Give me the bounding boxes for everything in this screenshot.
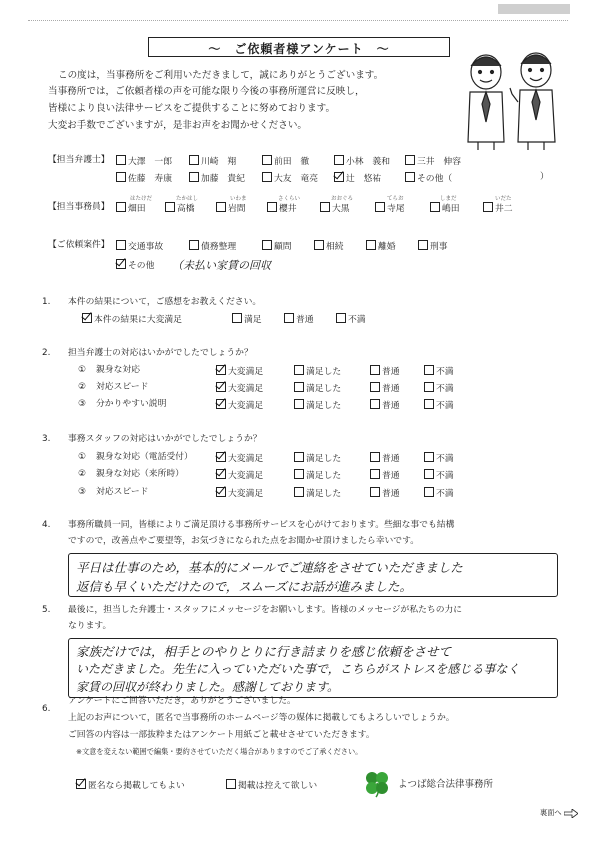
q3-row-1-unsatisfied[interactable] <box>424 452 454 465</box>
lawyer-option-kato[interactable] <box>189 172 245 185</box>
q2-checkbox-checked[interactable] <box>216 365 226 375</box>
q3-checkbox[interactable] <box>424 452 434 462</box>
case-option-traffic[interactable] <box>116 240 163 253</box>
intro-line-2: 当事務所では，ご依頼者様の声を可能な限り今後の事務所運営に反映し， <box>48 86 365 97</box>
staff-name: 大黒 <box>332 204 350 214</box>
case-name: その他 <box>128 261 155 271</box>
lawyer-option-other[interactable] <box>405 172 452 185</box>
q1-option-unsatisfied[interactable] <box>336 313 366 326</box>
q6-checkbox[interactable] <box>226 779 236 789</box>
q1-option-normal[interactable] <box>284 313 314 326</box>
staff-option-shimada[interactable] <box>430 202 460 215</box>
scale-label: 不満 <box>436 401 454 411</box>
lawyer-option-tsuji[interactable] <box>334 172 381 185</box>
q3-checkbox[interactable] <box>294 469 304 479</box>
lawyer-checkbox[interactable] <box>189 155 199 165</box>
case-name: 顧問 <box>274 242 292 252</box>
q1-option-label: 不満 <box>348 315 366 325</box>
q2-checkbox[interactable] <box>370 382 380 392</box>
q3-row-2-unsatisfied[interactable] <box>424 469 454 482</box>
staff-name: 嶋田 <box>442 204 460 214</box>
lawyer-figure-right <box>510 53 555 150</box>
lawyer-option-kobayashi[interactable] <box>334 155 390 168</box>
arrow-right-icon <box>564 809 578 818</box>
scale-label: 普通 <box>382 471 400 481</box>
staff-checkbox[interactable] <box>165 202 175 212</box>
q2-row-1-very-satisfied[interactable] <box>216 365 263 378</box>
q1-option-very-satisfied[interactable] <box>82 313 182 326</box>
top-divider <box>28 20 568 21</box>
q1-checkbox-checked[interactable] <box>82 313 92 323</box>
back-page-label: 裏面へ <box>540 808 562 817</box>
lawyer-option-kawasaki[interactable] <box>189 155 236 168</box>
case-checkbox[interactable] <box>314 240 324 250</box>
q3-row-2-very-satisfied[interactable] <box>216 469 263 482</box>
lawyer-option-mitsui[interactable] <box>405 155 461 168</box>
case-name: 相続 <box>326 242 344 252</box>
scale-label: 満足した <box>306 454 342 464</box>
case-name: 刑事 <box>430 242 448 252</box>
staff-checkbox[interactable] <box>430 202 440 212</box>
scale-label: 大変満足 <box>228 471 264 481</box>
lawyer-name: 川崎 翔 <box>201 157 237 167</box>
q1-checkbox[interactable] <box>336 313 346 323</box>
staff-furigana: はたけだ <box>130 196 153 202</box>
q3-checkbox[interactable] <box>424 469 434 479</box>
q3-checkbox[interactable] <box>424 487 434 497</box>
staff-checkbox[interactable] <box>483 202 493 212</box>
case-checkbox-checked[interactable] <box>116 259 126 269</box>
staff-furigana: てらお <box>387 196 404 202</box>
staff-furigana: たかはし <box>176 196 199 202</box>
title-box <box>148 37 450 57</box>
q2-row-3-unsatisfied[interactable] <box>424 399 454 412</box>
firm-name: よつば総合法律事務所 <box>398 779 494 790</box>
scale-label: 不満 <box>436 384 454 394</box>
staff-label: 【担当事務員】 <box>48 202 110 212</box>
staff-checkbox[interactable] <box>116 202 126 212</box>
scale-label: 普通 <box>382 401 400 411</box>
q3-checkbox[interactable] <box>370 452 380 462</box>
lawyer-option-maeda[interactable] <box>262 155 309 168</box>
q1-option-satisfied[interactable] <box>232 313 262 326</box>
scale-label: 大変満足 <box>228 367 264 377</box>
q2-checkbox[interactable] <box>294 365 304 375</box>
q2-checkbox[interactable] <box>294 382 304 392</box>
q5-number: 5. <box>42 605 51 615</box>
intro-line-4: 大変お手数でございますが，是非お声をお聞かせください。 <box>48 120 308 131</box>
q3-number: 3. <box>42 434 51 444</box>
lawyer-checkbox[interactable] <box>116 172 126 182</box>
q3-checkbox[interactable] <box>294 452 304 462</box>
lawyer-option-osawa[interactable] <box>116 155 172 168</box>
q3-row-2-satisfied[interactable] <box>294 469 341 482</box>
lawyer-checkbox[interactable] <box>189 172 199 182</box>
q2-checkbox[interactable] <box>370 399 380 409</box>
q3-checkbox[interactable] <box>294 487 304 497</box>
q6-option-allow-anonymous[interactable] <box>76 779 185 792</box>
case-option-inheritance[interactable] <box>314 240 344 253</box>
lawyer-name: 前田 徹 <box>274 157 310 167</box>
staff-furigana: さくらい <box>278 196 301 202</box>
lawyer-figure-left <box>468 55 504 150</box>
q3-checkbox[interactable] <box>370 487 380 497</box>
scale-label: 大変満足 <box>228 401 264 411</box>
q2-number: 2. <box>42 348 51 358</box>
scale-label: 不満 <box>436 367 454 377</box>
lawyer-checkbox[interactable] <box>405 172 415 182</box>
q3-row-2-label: 親身な対応（来所時） <box>96 469 184 479</box>
q1-option-label: 本件の結果に大変満足 <box>94 315 182 325</box>
redacted-id <box>498 4 570 14</box>
staff-option-takahashi[interactable] <box>165 202 195 215</box>
q4-answer-line-1: 平日は仕事のため，基本的にメールでご連絡をさせていただきました <box>76 560 463 575</box>
clover-logo-icon <box>362 768 392 798</box>
q3-row-2-mark: ② <box>78 469 86 479</box>
q1-checkbox[interactable] <box>232 313 242 323</box>
scale-label: 満足した <box>306 367 342 377</box>
q3-row-3-unsatisfied[interactable] <box>424 487 454 500</box>
page-title: 〜 ご依頼者様アンケート 〜 <box>208 42 390 56</box>
case-option-advisory[interactable] <box>262 240 292 253</box>
staff-furigana: いだた <box>495 196 512 202</box>
q1-option-label: 普通 <box>296 315 314 325</box>
scale-label: 大変満足 <box>228 489 264 499</box>
cases-label: 【ご依頼案件】 <box>48 240 110 250</box>
staff-checkbox[interactable] <box>216 202 226 212</box>
q6-text-line-3: ご回答の内容は一部抜粋またはアンケート用紙ごと載せさせていただきます。 <box>68 730 375 740</box>
lawyer-name: 三井 伸容 <box>417 157 461 167</box>
q3-row-3-label: 対応スピード <box>96 487 149 497</box>
lawyer-name: 小林 義和 <box>346 157 390 167</box>
lawyer-name: 大澤 一郎 <box>128 157 172 167</box>
q2-checkbox[interactable] <box>424 399 434 409</box>
scale-label: 不満 <box>436 471 454 481</box>
staff-name: 櫻井 <box>279 204 297 214</box>
case-checkbox[interactable] <box>262 240 272 250</box>
case-checkbox[interactable] <box>189 240 199 250</box>
q2-row-1-satisfied[interactable] <box>294 365 341 378</box>
q6-checkbox-checked[interactable] <box>76 779 86 789</box>
q2-checkbox[interactable] <box>370 365 380 375</box>
lawyer-option-otomo[interactable] <box>262 172 318 185</box>
q2-row-2-normal[interactable] <box>370 382 400 395</box>
lawyer-name: その他（ <box>417 174 453 184</box>
staff-name: 井二 <box>495 204 513 214</box>
q2-row-1-unsatisfied[interactable] <box>424 365 454 378</box>
q3-row-1-label: 親身な対応（電話受付） <box>96 452 193 462</box>
case-checkbox[interactable] <box>116 240 126 250</box>
lawyer-name: 大友 竜亮 <box>274 174 318 184</box>
q3-row-3-normal[interactable] <box>370 487 400 500</box>
staff-furigana: いわま <box>230 196 247 202</box>
lawyer-illustration <box>458 42 568 152</box>
q2-row-3-label: 分かりやすい説明 <box>96 399 167 409</box>
q2-row-1-normal[interactable] <box>370 365 400 378</box>
q2-row-2-mark: ② <box>78 382 86 392</box>
q3-checkbox-checked[interactable] <box>216 452 226 462</box>
lawyers-label: 【担当弁護士】 <box>48 155 110 165</box>
case-option-criminal[interactable] <box>418 240 448 253</box>
case-other-note: （未払い家賃の回収 <box>172 259 271 272</box>
scale-label: 普通 <box>382 384 400 394</box>
scale-label: 不満 <box>436 489 454 499</box>
q5-question-line-2: なります。 <box>68 621 112 631</box>
staff-option-sakurai[interactable] <box>267 202 297 215</box>
case-name: 交通事故 <box>128 242 164 252</box>
q4-number: 4. <box>42 520 51 530</box>
scale-label: 普通 <box>382 367 400 377</box>
q3-row-2-normal[interactable] <box>370 469 400 482</box>
q4-question-line-1: 事務所職員一同，皆様によりご満足頂ける事務所サービスを心がけております。些細な事でも結構 <box>68 520 455 530</box>
q6-number: 6. <box>42 704 51 714</box>
q6-text-line-1: アンケートにご回答いただき，ありがとうございました。 <box>68 696 296 706</box>
q3-row-3-satisfied[interactable] <box>294 487 341 500</box>
scale-label: 満足した <box>306 384 342 394</box>
q2-checkbox[interactable] <box>294 399 304 409</box>
q4-answer-line-2: 返信も早くいただけたので，スムーズにお話が進みました。 <box>76 579 413 594</box>
q5-answer-line-3: 家賃の回収が終わりました。感謝しております。 <box>76 680 340 694</box>
q2-row-2-unsatisfied[interactable] <box>424 382 454 395</box>
q2-row-3-satisfied[interactable] <box>294 399 341 412</box>
q3-row-1-mark: ① <box>78 452 86 462</box>
staff-checkbox[interactable] <box>267 202 277 212</box>
scale-label: 不満 <box>436 454 454 464</box>
q5-answer-line-2: いただきました。先生に入っていただいた事で，こちらがストレスを感じる事なく <box>76 662 520 676</box>
q1-option-label: 満足 <box>244 315 262 325</box>
lawyer-checkbox[interactable] <box>262 172 272 182</box>
case-option-other[interactable] <box>116 259 154 272</box>
q2-row-3-very-satisfied[interactable] <box>216 399 263 412</box>
lawyer-other-close: ） <box>540 172 549 182</box>
staff-furigana: しまだ <box>440 196 457 202</box>
staff-option-ini[interactable] <box>483 202 513 215</box>
lawyer-name: 辻 悠祐 <box>346 174 382 184</box>
q1-number: 1. <box>42 297 51 307</box>
q5-question-line-1: 最後に，担当した弁護士・スタッフにメッセージをお願いします。皆様のメッセージが私たちの力に <box>68 605 463 615</box>
staff-name: 畑田 <box>128 204 146 214</box>
scale-label: 大変満足 <box>228 454 264 464</box>
q6-option-label: 匿名なら掲載してもよい <box>88 781 185 791</box>
lawyer-name: 佐藤 寿康 <box>128 174 172 184</box>
q6-note: ※文意を変えない範囲で編集・要約させていただく場合がありますのでご了承ください。 <box>76 747 363 756</box>
scale-label: 満足した <box>306 471 342 481</box>
q3-checkbox[interactable] <box>370 469 380 479</box>
q3-row-1-very-satisfied[interactable] <box>216 452 263 465</box>
lawyer-name: 加藤 貴紀 <box>201 174 245 184</box>
scale-label: 普通 <box>382 454 400 464</box>
intro-line-1: この度は，当事務所をご利用いただきまして，誠にありがとうございます。 <box>58 70 384 81</box>
staff-option-terao[interactable] <box>375 202 405 215</box>
q2-question: 担当弁護士の対応はいかがでしたでしょうか？ <box>68 348 253 358</box>
q3-checkbox-checked[interactable] <box>216 469 226 479</box>
q2-checkbox[interactable] <box>424 365 434 375</box>
q2-row-3-mark: ③ <box>78 399 86 409</box>
staff-option-oguro[interactable] <box>320 202 350 215</box>
q2-checkbox[interactable] <box>424 382 434 392</box>
q2-row-1-label: 親身な対応 <box>96 365 140 375</box>
lawyer-option-sato[interactable] <box>116 172 172 185</box>
scale-label: 普通 <box>382 489 400 499</box>
q2-row-3-normal[interactable] <box>370 399 400 412</box>
back-page-link[interactable] <box>540 808 578 818</box>
lawyer-checkbox[interactable] <box>262 155 272 165</box>
case-checkbox[interactable] <box>418 240 428 250</box>
q3-question: 事務スタッフの対応はいかがでしたでしょうか？ <box>68 434 262 444</box>
q4-question-line-2: ですので，改善点やご要望等，お気づきになられた点をお聞かせ頂けましたら幸いです。 <box>68 536 419 546</box>
case-name: 債務整理 <box>201 242 237 252</box>
lawyer-checkbox[interactable] <box>334 155 344 165</box>
q3-row-1-satisfied[interactable] <box>294 452 341 465</box>
staff-checkbox[interactable] <box>320 202 330 212</box>
lawyer-checkbox-checked[interactable] <box>334 172 344 182</box>
q2-row-1-mark: ① <box>78 365 86 375</box>
scale-label: 満足した <box>306 401 342 411</box>
q6-option-label: 掲載は控えて欲しい <box>238 781 318 791</box>
q2-row-2-label: 対応スピード <box>96 382 149 392</box>
q2-row-2-satisfied[interactable] <box>294 382 341 395</box>
lawyer-checkbox[interactable] <box>116 155 126 165</box>
case-checkbox[interactable] <box>366 240 376 250</box>
staff-furigana: おおぐろ <box>331 196 354 202</box>
q1-checkbox[interactable] <box>284 313 294 323</box>
q2-checkbox-checked[interactable] <box>216 399 226 409</box>
q6-text-line-2: 上記のお声について，匿名で当事務所のホームページ等の媒体に掲載してもよろしいでしょうか。 <box>68 713 455 723</box>
staff-option-hatakeda[interactable] <box>116 202 146 215</box>
staff-name: 寺尾 <box>387 204 405 214</box>
case-option-divorce[interactable] <box>366 240 396 253</box>
intro-line-3: 皆様により良い法律サービスをご提供することに努めております。 <box>48 103 336 114</box>
staff-name: 高橋 <box>177 204 195 214</box>
q3-row-3-mark: ③ <box>78 487 86 497</box>
q2-row-2-very-satisfied[interactable] <box>216 382 263 395</box>
staff-option-iwama[interactable] <box>216 202 246 215</box>
q5-answer-line-1: 家族だけでは，相手とのやりとりに行き詰まりを感じ依頼をさせて <box>76 644 452 659</box>
staff-checkbox[interactable] <box>375 202 385 212</box>
staff-name: 岩間 <box>228 204 246 214</box>
q1-question: 本件の結果について，ご感想をお教えください。 <box>68 297 262 307</box>
q3-checkbox-checked[interactable] <box>216 487 226 497</box>
scale-label: 大変満足 <box>228 384 264 394</box>
q2-checkbox-checked[interactable] <box>216 382 226 392</box>
lawyer-checkbox[interactable] <box>405 155 415 165</box>
q6-option-decline[interactable] <box>226 779 317 792</box>
q3-row-1-normal[interactable] <box>370 452 400 465</box>
scale-label: 満足した <box>306 489 342 499</box>
case-option-debt[interactable] <box>189 240 236 253</box>
q3-row-3-very-satisfied[interactable] <box>216 487 263 500</box>
case-name: 離婚 <box>378 242 396 252</box>
